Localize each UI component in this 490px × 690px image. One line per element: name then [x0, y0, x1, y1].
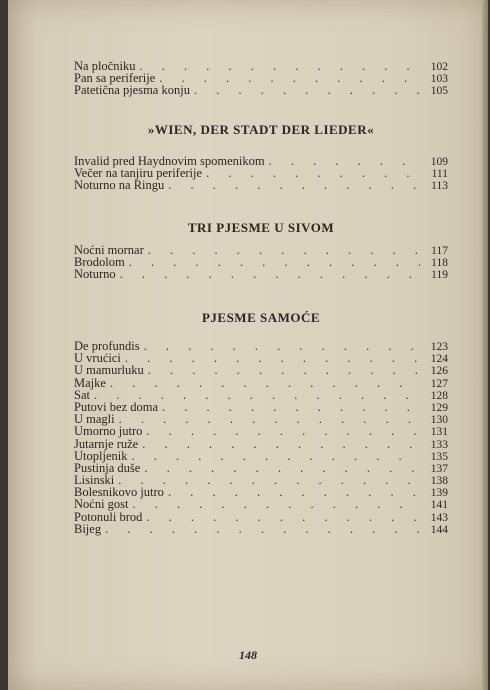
- book-page: [8, 0, 488, 690]
- dot-leader: [148, 244, 420, 256]
- toc-entry-title: U mamurluku: [74, 363, 144, 378]
- toc-section-samoce-list: [74, 340, 448, 535]
- toc-entry-title: Noćni gost: [74, 497, 129, 512]
- toc-entry-page: 111: [431, 168, 448, 181]
- toc-entry-page: 129: [430, 401, 448, 414]
- toc-entry-page: 141: [430, 499, 448, 512]
- toc-entry: [74, 256, 448, 268]
- toc-entry-title: Bijeg: [74, 521, 102, 536]
- toc-entry-title: Umorno jutro: [74, 424, 143, 439]
- toc-entry-page: 137: [430, 462, 448, 475]
- toc-entry-page: 123: [430, 341, 448, 353]
- toc-entry-title: Patetična pjesma konju: [74, 83, 190, 98]
- dot-leader: [148, 364, 420, 376]
- toc-entry-title: Noturno: [74, 267, 116, 282]
- dot-leader: [144, 462, 420, 474]
- toc-top-group: [74, 60, 448, 97]
- toc-entry-title: Majke: [74, 375, 106, 390]
- dot-leader: [269, 155, 420, 167]
- toc-entry-title: Putovi bez doma: [74, 399, 159, 414]
- toc-entry-title: Pustinja duše: [74, 460, 141, 475]
- toc-section-wien-list: [74, 155, 448, 192]
- toc-entry-title: Pan sa periferije: [74, 71, 156, 86]
- toc-entry-page: 139: [430, 487, 448, 500]
- toc-entry-title: Lisinski: [74, 473, 115, 488]
- section-heading: »WIEN, DER STADT DER LIEDER«: [147, 122, 375, 137]
- toc-entry: [74, 244, 448, 256]
- toc-entry-title: Brodolom: [74, 255, 125, 270]
- toc-entry: [74, 377, 448, 389]
- toc-entry-page: 102: [430, 61, 448, 73]
- dot-leader: [162, 401, 420, 413]
- toc-entry-title: Na pločniku: [74, 59, 136, 73]
- toc-entry-page: 131: [430, 426, 448, 439]
- toc-entry: [74, 462, 448, 474]
- toc-entry: [74, 401, 448, 413]
- dot-leader: [144, 340, 420, 352]
- toc-section-tri-pjesme-list: [74, 244, 448, 281]
- toc-entry: [74, 364, 448, 376]
- toc-entry: [74, 523, 448, 535]
- section-heading: PJESME SAMOĆE: [201, 310, 321, 325]
- toc-entry-title: Jutarnje ruže: [74, 436, 139, 451]
- toc-entry-page: 133: [430, 438, 448, 451]
- toc-entry: [74, 425, 448, 437]
- toc-entry-page: 143: [430, 511, 448, 524]
- dot-leader: [133, 498, 420, 510]
- dot-leader: [110, 377, 420, 389]
- dot-leader: [206, 167, 420, 179]
- toc-entry-title: Potonuli brod: [74, 509, 143, 524]
- dot-leader: [146, 511, 420, 523]
- toc-list: [74, 244, 448, 281]
- toc-entry-page: 103: [430, 73, 448, 86]
- toc-entry-title: U magli: [74, 412, 115, 427]
- toc-entry-title: Večer na tanjiru periferije: [74, 166, 203, 181]
- dot-leader: [168, 179, 420, 191]
- toc-section-wien: [74, 122, 448, 138]
- toc-section-tri-pjesme: [74, 220, 448, 236]
- toc-entry-page: 109: [430, 156, 448, 168]
- dot-leader: [168, 486, 420, 498]
- toc-entry-page: 127: [430, 377, 448, 390]
- toc-entry-title: Noturno na Ringu: [74, 178, 165, 193]
- dot-leader: [146, 425, 420, 437]
- dot-leader: [194, 84, 420, 96]
- toc-entry-page: 126: [430, 365, 448, 378]
- toc-entry: [74, 498, 448, 510]
- toc-entry-page: 130: [430, 414, 448, 427]
- page-number: 148: [239, 648, 257, 662]
- toc-entry-title: Invalid pred Haydnovim spomenikom: [74, 154, 265, 168]
- dot-leader: [139, 60, 420, 72]
- dot-leader: [142, 438, 420, 450]
- toc-entry-title: De profundis: [74, 339, 140, 353]
- toc-entry-page: 119: [431, 269, 448, 282]
- dot-leader: [159, 72, 420, 84]
- toc-entry-page: 135: [430, 450, 448, 463]
- toc-list: [74, 60, 448, 97]
- toc-entry-title: Noćni mornar: [74, 243, 144, 257]
- toc-entry-title: Bolesnikovo jutro: [74, 485, 164, 500]
- toc-entry-page: 113: [431, 180, 448, 193]
- toc-entry-page: 124: [430, 353, 448, 366]
- dot-leader: [125, 352, 420, 364]
- toc-entry-title: Utopljenik: [74, 448, 128, 463]
- toc-entry-page: 128: [430, 389, 448, 402]
- toc-entry-page: 117: [431, 245, 448, 257]
- toc-entry: [74, 438, 448, 450]
- toc-section-samoce: [74, 310, 448, 326]
- toc-entry-title: U vrućici: [74, 351, 121, 366]
- dot-leader: [131, 450, 420, 462]
- page-edge: [482, 0, 488, 690]
- toc-entry-page: 144: [430, 523, 448, 536]
- toc-entry: [74, 340, 448, 352]
- toc-entry-page: 138: [430, 475, 448, 488]
- dot-leader: [105, 523, 420, 535]
- toc-entry-title: Sat: [74, 387, 90, 402]
- toc-list: [74, 155, 448, 192]
- dot-leader: [119, 413, 420, 425]
- dot-leader: [129, 256, 420, 268]
- toc-list: [74, 340, 448, 535]
- toc-entry: [74, 268, 448, 280]
- toc-entry: [74, 511, 448, 523]
- section-heading: TRI PJESME U SIVOM: [187, 220, 335, 235]
- toc-entry: [74, 179, 448, 191]
- toc-entry-page: 118: [431, 257, 448, 270]
- toc-entry: [74, 84, 448, 96]
- toc-entry-page: 105: [430, 85, 448, 98]
- toc-entry: [74, 486, 448, 498]
- dot-leader: [120, 268, 420, 280]
